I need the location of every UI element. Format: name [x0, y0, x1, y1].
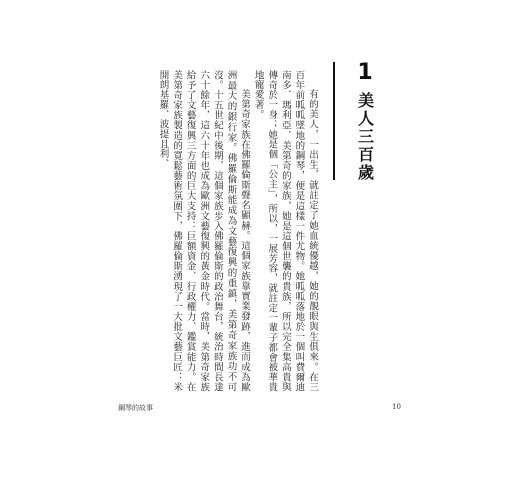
body-text — [156, 70, 319, 392]
paragraph: 美第奇家族在佛羅倫斯聲名顯赫。這個家族靠實業發跡，進而成為歐洲最大的銀行家。佛羅倫斯能成為文藝復興的重鎮，美第奇家族功不可沒。十五世紀中後期，這個家族步入佛羅倫斯的政治舞台，統治時間長達六十餘年，這六十年也成為歐洲文藝復興的黃金時代。當時，美第奇家族給予了文藝復興三方面的巨大支持：巨額資金、行政權力、鑑賞能力。在美第奇家族製造的寬鬆藝術氛圍下，佛羅倫斯湧現了一大批文藝巨匠：米開朗基羅、波提且利、 — [157, 70, 251, 392]
running-footer-book-title: 鋼琴的故事 — [118, 404, 153, 412]
chapter-number: 1 — [357, 60, 373, 85]
chapter-title: 美人三百歲 — [355, 92, 375, 182]
paragraph: 有的美人，一出生，就註定了她血統優越，她的靚眼與生俱來。在三百年前呱呱墜地的鋼琴，便是這樣一件尤物。她呱呱落地於一個叫費爾迪南多．瑪利亞．美第奇的家族，她是這個世襲的貴族，所以完全集高貴與傳奇於一身；她是個「公主」，所以，一展芳容，就註定一輩子都會被華貴地寵愛著。 — [252, 70, 318, 392]
page-number: 10 — [392, 403, 401, 411]
chapter-heading — [344, 62, 386, 182]
chapter-divider-rule — [333, 62, 335, 180]
